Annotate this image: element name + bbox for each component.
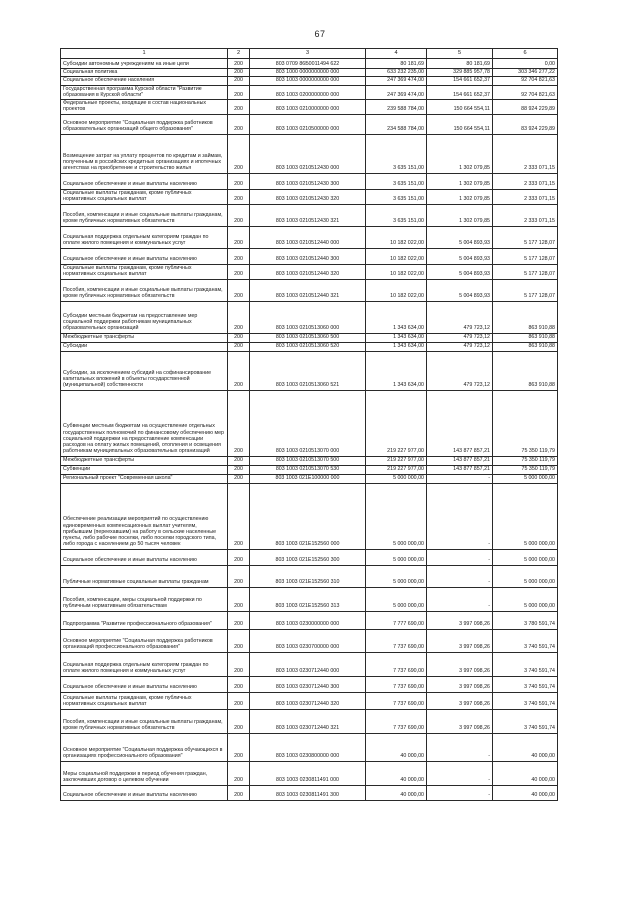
row-code: 200 bbox=[228, 709, 250, 733]
row-name: Субвенции местным бюджетам на осуществление отдельных государственных полномочий по финансовому обеспечению мер социальной поддержки на предоставление компенсации расходов на оплату жилых помещений, отопления и освещения работникам муниципальных образовательных организаций bbox=[61, 390, 228, 456]
row-unexecuted-amount: 863 910,88 bbox=[493, 333, 558, 342]
row-approved-amount: 219 227 977,00 bbox=[366, 465, 427, 474]
column-header: 4 bbox=[366, 49, 427, 59]
row-code: 200 bbox=[228, 761, 250, 785]
row-unexecuted-amount: 863 910,88 bbox=[493, 301, 558, 333]
row-approved-amount: 3 635 151,00 bbox=[366, 204, 427, 226]
row-approved-amount: 7 737 690,00 bbox=[366, 692, 427, 709]
row-unexecuted-amount: 92 704 821,63 bbox=[493, 85, 558, 100]
row-classification: 803 1003 0230800000 000 bbox=[250, 733, 366, 761]
table-row bbox=[61, 114, 558, 134]
row-classification: 803 1003 0210513070 000 bbox=[250, 390, 366, 456]
table-row bbox=[61, 301, 558, 333]
row-code: 200 bbox=[228, 565, 250, 587]
row-name: Социальное обеспечение и иные выплаты населению bbox=[61, 173, 228, 189]
row-executed-amount: 1 302 079,85 bbox=[427, 134, 493, 173]
row-unexecuted-amount: 5 000 000,00 bbox=[493, 549, 558, 565]
row-executed-amount: 479 723,12 bbox=[427, 351, 493, 390]
row-unexecuted-amount: 3 740 591,74 bbox=[493, 629, 558, 652]
row-unexecuted-amount: 0,00 bbox=[493, 59, 558, 69]
row-classification: 803 1003 021E152560 300 bbox=[250, 549, 366, 565]
row-executed-amount: - bbox=[427, 761, 493, 785]
row-classification: 803 1003 0210512430 000 bbox=[250, 134, 366, 173]
row-unexecuted-amount: 5 177 128,07 bbox=[493, 248, 558, 264]
row-executed-amount: 479 723,12 bbox=[427, 342, 493, 351]
row-executed-amount: 1 302 079,85 bbox=[427, 204, 493, 226]
row-classification: 803 1000 0000000000 000 bbox=[250, 69, 366, 77]
row-name: Социальное обеспечение и иные выплаты населению bbox=[61, 676, 228, 692]
table-row bbox=[61, 390, 558, 456]
row-approved-amount: 219 227 977,00 bbox=[366, 390, 427, 456]
row-code: 200 bbox=[228, 342, 250, 351]
row-executed-amount: 143 877 857,21 bbox=[427, 456, 493, 465]
row-code: 200 bbox=[228, 692, 250, 709]
row-name: Межбюджетные трансферты bbox=[61, 456, 228, 465]
row-classification: 803 1003 0210512430 321 bbox=[250, 204, 366, 226]
table-row bbox=[61, 652, 558, 676]
row-unexecuted-amount: 2 333 071,15 bbox=[493, 189, 558, 204]
table-row bbox=[61, 611, 558, 629]
row-executed-amount: 1 302 079,85 bbox=[427, 173, 493, 189]
row-approved-amount: 5 000 000,00 bbox=[366, 549, 427, 565]
row-name: Социальные выплаты гражданам, кроме публичных нормативных социальных выплат bbox=[61, 189, 228, 204]
row-code: 200 bbox=[228, 59, 250, 69]
row-name: Пособия, компенсации и иные социальные выплаты гражданам, кроме публичных нормативных обязательств bbox=[61, 204, 228, 226]
row-name: Социальное обеспечение и иные выплаты населению bbox=[61, 549, 228, 565]
table-row bbox=[61, 483, 558, 549]
row-name: Государственная программа Курской области "Развитие образования в Курской области" bbox=[61, 85, 228, 100]
row-classification: 803 1003 021E152560 000 bbox=[250, 483, 366, 549]
row-classification: 803 1003 0210512440 000 bbox=[250, 226, 366, 248]
row-classification: 803 1003 0210512430 300 bbox=[250, 173, 366, 189]
row-name: Социальная поддержка отдельным категориям граждан по оплате жилого помещения и коммунальных услуг bbox=[61, 652, 228, 676]
table-row bbox=[61, 77, 558, 85]
row-unexecuted-amount: 5 000 000,00 bbox=[493, 483, 558, 549]
row-approved-amount: 3 635 151,00 bbox=[366, 173, 427, 189]
row-unexecuted-amount: 92 704 821,63 bbox=[493, 77, 558, 85]
row-approved-amount: 247 369 474,00 bbox=[366, 77, 427, 85]
row-code: 200 bbox=[228, 611, 250, 629]
row-unexecuted-amount: 5 000 000,00 bbox=[493, 474, 558, 483]
row-code: 200 bbox=[228, 248, 250, 264]
table-row bbox=[61, 549, 558, 565]
row-unexecuted-amount: 3 740 591,74 bbox=[493, 692, 558, 709]
row-code: 200 bbox=[228, 652, 250, 676]
row-approved-amount: 10 182 022,00 bbox=[366, 226, 427, 248]
table-row bbox=[61, 692, 558, 709]
row-code: 200 bbox=[228, 549, 250, 565]
row-name: Социальное обеспечение населения bbox=[61, 77, 228, 85]
table-row bbox=[61, 733, 558, 761]
table-row bbox=[61, 59, 558, 69]
row-approved-amount: 633 232 235,00 bbox=[366, 69, 427, 77]
row-classification: 803 1003 021E100000 000 bbox=[250, 474, 366, 483]
row-code: 200 bbox=[228, 173, 250, 189]
row-unexecuted-amount: 75 350 119,79 bbox=[493, 456, 558, 465]
row-approved-amount: 7 737 690,00 bbox=[366, 629, 427, 652]
row-classification: 803 1003 0210513070 530 bbox=[250, 465, 366, 474]
row-code: 200 bbox=[228, 226, 250, 248]
table-row bbox=[61, 204, 558, 226]
column-header: 6 bbox=[493, 49, 558, 59]
row-unexecuted-amount: 5 177 128,07 bbox=[493, 264, 558, 279]
table-row bbox=[61, 189, 558, 204]
row-executed-amount: 479 723,12 bbox=[427, 301, 493, 333]
row-name: Региональный проект "Современная школа" bbox=[61, 474, 228, 483]
row-executed-amount: 143 877 857,21 bbox=[427, 465, 493, 474]
row-approved-amount: 80 181,69 bbox=[366, 59, 427, 69]
row-unexecuted-amount: 863 910,88 bbox=[493, 351, 558, 390]
row-name: Социальные выплаты гражданам, кроме публичных нормативных социальных выплат bbox=[61, 692, 228, 709]
column-header: 2 bbox=[228, 49, 250, 59]
row-unexecuted-amount: 863 910,88 bbox=[493, 342, 558, 351]
row-unexecuted-amount: 5 000 000,00 bbox=[493, 587, 558, 611]
row-classification: 803 1003 0230712440 320 bbox=[250, 692, 366, 709]
row-code: 200 bbox=[228, 69, 250, 77]
row-code: 200 bbox=[228, 456, 250, 465]
row-code: 200 bbox=[228, 134, 250, 173]
row-executed-amount: - bbox=[427, 483, 493, 549]
row-unexecuted-amount: 3 740 591,74 bbox=[493, 709, 558, 733]
row-classification: 803 1003 0230712440 321 bbox=[250, 709, 366, 733]
table-row bbox=[61, 785, 558, 800]
row-unexecuted-amount: 3 740 591,74 bbox=[493, 676, 558, 692]
row-unexecuted-amount: 88 924 229,89 bbox=[493, 100, 558, 115]
row-executed-amount: 3 997 098,26 bbox=[427, 692, 493, 709]
column-header: 5 bbox=[427, 49, 493, 59]
row-code: 200 bbox=[228, 85, 250, 100]
row-classification: 803 1003 0000000000 000 bbox=[250, 77, 366, 85]
row-code: 200 bbox=[228, 333, 250, 342]
row-code: 200 bbox=[228, 351, 250, 390]
row-classification: 803 1003 0210513070 500 bbox=[250, 456, 366, 465]
row-classification: 803 1003 0210500000 000 bbox=[250, 114, 366, 134]
table-row bbox=[61, 69, 558, 77]
row-unexecuted-amount: 3 740 591,74 bbox=[493, 652, 558, 676]
row-code: 200 bbox=[228, 629, 250, 652]
row-name: Федеральные проекты, входящие в состав национальных проектов bbox=[61, 100, 228, 115]
row-name: Субсидии bbox=[61, 342, 228, 351]
table-row bbox=[61, 85, 558, 100]
row-name: Субвенции bbox=[61, 465, 228, 474]
row-name: Межбюджетные трансферты bbox=[61, 333, 228, 342]
row-unexecuted-amount: 3 780 591,74 bbox=[493, 611, 558, 629]
row-approved-amount: 1 343 634,00 bbox=[366, 333, 427, 342]
row-unexecuted-amount: 5 177 128,07 bbox=[493, 226, 558, 248]
row-code: 200 bbox=[228, 77, 250, 85]
column-number-row bbox=[61, 49, 558, 59]
row-executed-amount: - bbox=[427, 549, 493, 565]
row-unexecuted-amount: 2 333 071,15 bbox=[493, 173, 558, 189]
row-code: 200 bbox=[228, 279, 250, 301]
row-executed-amount: 5 004 893,93 bbox=[427, 279, 493, 301]
row-unexecuted-amount: 75 350 119,79 bbox=[493, 465, 558, 474]
row-name: Субсидии, за исключением субсидий на софинансирование капитальных вложений в объекты государственной (муниципальной) собственности bbox=[61, 351, 228, 390]
row-executed-amount: 3 997 098,26 bbox=[427, 629, 493, 652]
row-approved-amount: 7 737 690,00 bbox=[366, 652, 427, 676]
row-name: Основное мероприятие "Социальная поддержка работников образовательных организаций общего образования" bbox=[61, 114, 228, 134]
row-executed-amount: 3 997 098,26 bbox=[427, 611, 493, 629]
row-executed-amount: 3 997 098,26 bbox=[427, 709, 493, 733]
row-unexecuted-amount: 75 350 119,79 bbox=[493, 390, 558, 456]
row-approved-amount: 1 343 634,00 bbox=[366, 301, 427, 333]
table-row bbox=[61, 342, 558, 351]
table-row bbox=[61, 226, 558, 248]
row-executed-amount: 329 885 957,78 bbox=[427, 69, 493, 77]
row-classification: 803 1003 0200000000 000 bbox=[250, 85, 366, 100]
row-approved-amount: 1 343 634,00 bbox=[366, 351, 427, 390]
row-executed-amount: - bbox=[427, 785, 493, 800]
row-name: Меры социальной поддержки в период обучения граждан, заключивших договор о целевом обучении bbox=[61, 761, 228, 785]
row-name: Публичные нормативные социальные выплаты гражданам bbox=[61, 565, 228, 587]
row-executed-amount: - bbox=[427, 733, 493, 761]
table-row bbox=[61, 465, 558, 474]
table-row bbox=[61, 100, 558, 115]
row-approved-amount: 10 182 022,00 bbox=[366, 264, 427, 279]
row-code: 200 bbox=[228, 189, 250, 204]
row-classification: 803 1003 0210512430 320 bbox=[250, 189, 366, 204]
row-classification: 803 1003 0210000000 000 bbox=[250, 100, 366, 115]
row-name: Основное мероприятие "Социальная поддержка обучающихся в организациях профессионального образования" bbox=[61, 733, 228, 761]
row-executed-amount: 3 997 098,26 bbox=[427, 652, 493, 676]
row-code: 200 bbox=[228, 733, 250, 761]
row-executed-amount: 5 004 893,93 bbox=[427, 264, 493, 279]
row-code: 200 bbox=[228, 785, 250, 800]
column-header: 3 bbox=[250, 49, 366, 59]
row-code: 200 bbox=[228, 465, 250, 474]
row-name: Подпрограмма "Развитие профессионального образования" bbox=[61, 611, 228, 629]
table-row bbox=[61, 248, 558, 264]
table-row bbox=[61, 629, 558, 652]
table-row bbox=[61, 456, 558, 465]
row-classification: 803 1003 0230811491 300 bbox=[250, 785, 366, 800]
row-unexecuted-amount: 303 346 277,22 bbox=[493, 69, 558, 77]
table-row bbox=[61, 474, 558, 483]
row-approved-amount: 234 588 784,00 bbox=[366, 114, 427, 134]
row-executed-amount: - bbox=[427, 565, 493, 587]
row-executed-amount: 150 664 554,11 bbox=[427, 100, 493, 115]
row-code: 200 bbox=[228, 100, 250, 115]
row-name: Социальное обеспечение и иные выплаты населению bbox=[61, 785, 228, 800]
row-unexecuted-amount: 83 924 229,89 bbox=[493, 114, 558, 134]
row-executed-amount: 3 997 098,26 bbox=[427, 676, 493, 692]
row-executed-amount: 150 664 554,11 bbox=[427, 114, 493, 134]
row-unexecuted-amount: 5 000 000,00 bbox=[493, 565, 558, 587]
row-code: 200 bbox=[228, 204, 250, 226]
row-code: 200 bbox=[228, 301, 250, 333]
row-unexecuted-amount: 40 000,00 bbox=[493, 733, 558, 761]
table-row bbox=[61, 587, 558, 611]
table-row bbox=[61, 279, 558, 301]
table-row bbox=[61, 565, 558, 587]
row-approved-amount: 7 737 690,00 bbox=[366, 676, 427, 692]
column-header: 1 bbox=[61, 49, 228, 59]
row-executed-amount: 5 004 893,93 bbox=[427, 248, 493, 264]
row-code: 200 bbox=[228, 390, 250, 456]
page-number: 67 bbox=[314, 29, 326, 39]
row-approved-amount: 5 000 000,00 bbox=[366, 483, 427, 549]
table-row bbox=[61, 333, 558, 342]
table-row bbox=[61, 709, 558, 733]
row-executed-amount: 479 723,12 bbox=[427, 333, 493, 342]
row-approved-amount: 239 588 784,00 bbox=[366, 100, 427, 115]
row-code: 200 bbox=[228, 483, 250, 549]
row-approved-amount: 219 227 977,00 bbox=[366, 456, 427, 465]
row-name: Возмещение затрат на уплату процентов по кредитам и займам, полученным в российских кредитных организациях и ипотечных агентствах на приобретение и строительство жилья bbox=[61, 134, 228, 173]
row-approved-amount: 3 635 151,00 bbox=[366, 189, 427, 204]
table-row bbox=[61, 761, 558, 785]
row-classification: 803 0709 86Б0011494 622 bbox=[250, 59, 366, 69]
row-classification: 803 1003 0230712440 000 bbox=[250, 652, 366, 676]
row-approved-amount: 1 343 634,00 bbox=[366, 342, 427, 351]
row-classification: 803 1003 0210513060 000 bbox=[250, 301, 366, 333]
budget-table bbox=[60, 48, 558, 801]
row-name: Пособия, компенсации и иные социальные выплаты гражданам, кроме публичных нормативных обязательств bbox=[61, 279, 228, 301]
row-classification: 803 1003 0230700000 000 bbox=[250, 629, 366, 652]
row-classification: 803 1003 0210513060 520 bbox=[250, 342, 366, 351]
table-row bbox=[61, 676, 558, 692]
row-approved-amount: 40 000,00 bbox=[366, 733, 427, 761]
row-name: Социальное обеспечение и иные выплаты населению bbox=[61, 248, 228, 264]
row-classification: 803 1003 021E152560 310 bbox=[250, 565, 366, 587]
row-approved-amount: 3 635 151,00 bbox=[366, 134, 427, 173]
row-name: Социальные выплаты гражданам, кроме публичных нормативных социальных выплат bbox=[61, 264, 228, 279]
row-name: Пособия, компенсации и иные социальные выплаты гражданам, кроме публичных нормативных обязательств bbox=[61, 709, 228, 733]
row-executed-amount: 5 004 893,93 bbox=[427, 226, 493, 248]
row-unexecuted-amount: 2 333 071,15 bbox=[493, 134, 558, 173]
row-classification: 803 1003 0210512440 320 bbox=[250, 264, 366, 279]
row-classification: 803 1003 0230811491 000 bbox=[250, 761, 366, 785]
row-code: 200 bbox=[228, 676, 250, 692]
row-approved-amount: 7 777 690,00 bbox=[366, 611, 427, 629]
row-code: 200 bbox=[228, 114, 250, 134]
table-row bbox=[61, 173, 558, 189]
row-approved-amount: 10 182 022,00 bbox=[366, 248, 427, 264]
row-classification: 803 1003 0230712440 300 bbox=[250, 676, 366, 692]
row-classification: 803 1003 0210512440 321 bbox=[250, 279, 366, 301]
row-name: Социальная политика bbox=[61, 69, 228, 77]
row-executed-amount: - bbox=[427, 474, 493, 483]
table-row bbox=[61, 264, 558, 279]
row-name: Основное мероприятие "Социальная поддержка работников организаций профессионального образования" bbox=[61, 629, 228, 652]
row-unexecuted-amount: 40 000,00 bbox=[493, 785, 558, 800]
row-executed-amount: 154 661 652,37 bbox=[427, 85, 493, 100]
row-executed-amount: 143 877 857,21 bbox=[427, 390, 493, 456]
row-approved-amount: 247 369 474,00 bbox=[366, 85, 427, 100]
row-executed-amount: 80 181,69 bbox=[427, 59, 493, 69]
row-name: Социальная поддержка отдельным категориям граждан по оплате жилого помещения и коммунальных услуг bbox=[61, 226, 228, 248]
row-executed-amount: 1 302 079,85 bbox=[427, 189, 493, 204]
row-approved-amount: 40 000,00 bbox=[366, 761, 427, 785]
row-approved-amount: 5 000 000,00 bbox=[366, 587, 427, 611]
row-unexecuted-amount: 40 000,00 bbox=[493, 761, 558, 785]
row-code: 200 bbox=[228, 474, 250, 483]
row-unexecuted-amount: 2 333 071,15 bbox=[493, 204, 558, 226]
row-unexecuted-amount: 5 177 128,07 bbox=[493, 279, 558, 301]
row-classification: 803 1003 0210512440 300 bbox=[250, 248, 366, 264]
row-executed-amount: - bbox=[427, 587, 493, 611]
row-approved-amount: 10 182 022,00 bbox=[366, 279, 427, 301]
row-classification: 803 1003 0210513060 521 bbox=[250, 351, 366, 390]
row-code: 200 bbox=[228, 587, 250, 611]
row-code: 200 bbox=[228, 264, 250, 279]
table-row bbox=[61, 134, 558, 173]
row-approved-amount: 40 000,00 bbox=[366, 785, 427, 800]
row-name: Пособия, компенсации, меры социальной поддержки по публичным нормативным обязательствам bbox=[61, 587, 228, 611]
row-classification: 803 1003 0210513060 500 bbox=[250, 333, 366, 342]
row-approved-amount: 7 737 690,00 bbox=[366, 709, 427, 733]
row-executed-amount: 154 661 652,37 bbox=[427, 77, 493, 85]
row-approved-amount: 5 000 000,00 bbox=[366, 474, 427, 483]
row-classification: 803 1003 021E152560 313 bbox=[250, 587, 366, 611]
row-name: Субсидии местным бюджетам на предоставление мер социальной поддержки работникам муниципальных образовательных организаций bbox=[61, 301, 228, 333]
table-row bbox=[61, 351, 558, 390]
row-approved-amount: 5 000 000,00 bbox=[366, 565, 427, 587]
row-classification: 803 1003 0230000000 000 bbox=[250, 611, 366, 629]
row-name: Обеспечение реализации мероприятий по осуществлению единовременных компенсационных выплат учителям, прибывшим (переехавшим) на работу в сельские населенные пункты, либо рабочие поселки, либо поселки городского типа, либо города с населением до 50 тысяч человек bbox=[61, 483, 228, 549]
row-name: Субсидии автономным учреждениям на иные цели bbox=[61, 59, 228, 69]
